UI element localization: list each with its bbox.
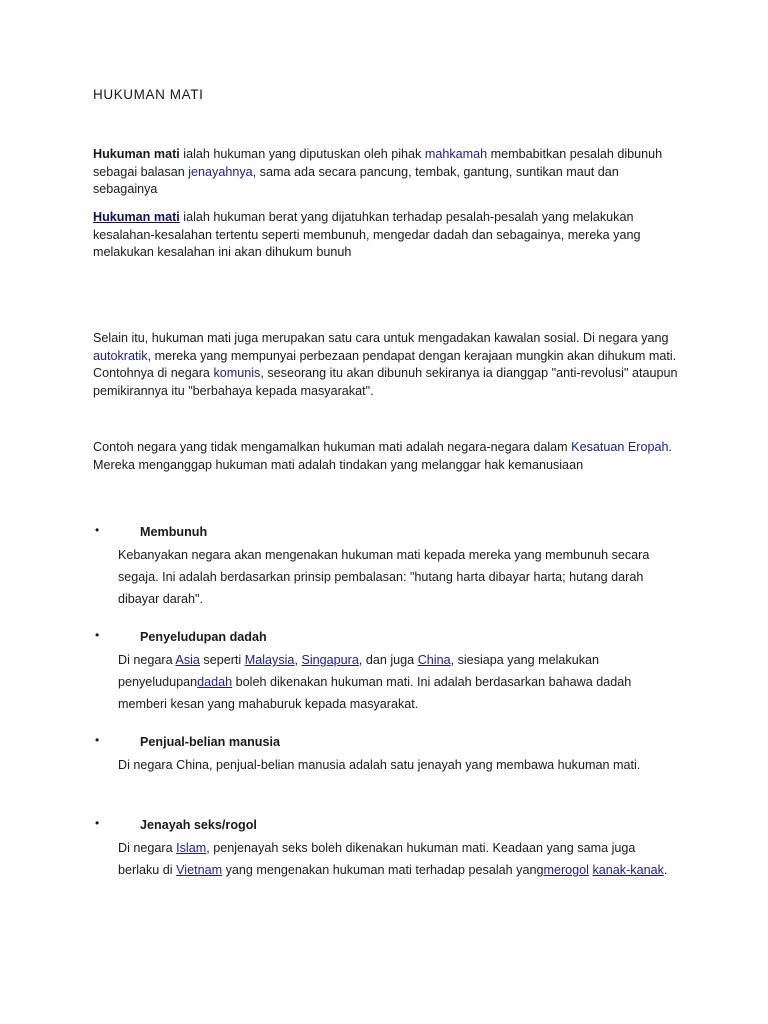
- list-item: [93, 732, 678, 776]
- paragraph-text: . Mereka menganggap hukuman mati adalah tindakan yang melanggar hak kemanusiaan: [93, 440, 672, 472]
- paragraph-eu-example: [93, 439, 683, 474]
- list-item: [93, 627, 678, 715]
- list-item-text: [118, 837, 678, 881]
- link-mahkamah[interactable]: mahkamah: [424, 147, 488, 161]
- link-vietnam[interactable]: Vietnam: [176, 863, 223, 877]
- bullet-icon: •: [95, 733, 100, 747]
- link-jenayahnya[interactable]: jenayahnya: [188, 164, 253, 179]
- link-singapura[interactable]: Singapura: [301, 653, 359, 667]
- text: Di negara: [118, 653, 176, 667]
- link-autokratik[interactable]: autokratik: [93, 348, 148, 363]
- list-item-text: Di negara China, penjual-belian manusia adalah satu jenayah yang membawa hukuman mati.: [118, 758, 641, 772]
- paragraph-text: membabitkan pesalah dibunuh sebagai balasan: [93, 147, 663, 179]
- list-item-text: Kebanyakan negara akan mengenakan hukuman mati kepada mereka yang membunuh secara segaja. Ini adalah berdasarkan prinsip pembalasan: "hutang harta dibayar harta; hutang darah dibayar darah".: [118, 548, 650, 606]
- term-hukuman-mati: Hukuman mati: [93, 147, 180, 161]
- paragraph-definition-2: [93, 209, 683, 262]
- list-item-heading: Penjual-belian manusia: [140, 735, 280, 749]
- paragraph-text: ialah hukuman yang diputuskan oleh pihak: [179, 147, 425, 161]
- paragraph-definition: [93, 146, 683, 199]
- text: , dan juga: [358, 653, 418, 667]
- paragraph-text: , seseorang itu akan dibunuh sekiranya ia dianggap "anti-revolusi" ataupun pemikirannya itu "berbahaya kepada masyarakat".: [93, 366, 678, 398]
- link-china[interactable]: China: [417, 653, 451, 667]
- paragraph-text: Selain itu, hukuman mati juga merupakan satu cara untuk mengadakan kawalan sosial. Di negara yang: [93, 331, 669, 345]
- link-hukuman-mati[interactable]: Hukuman mati: [93, 210, 180, 224]
- list-item-heading: Jenayah seks/rogol: [140, 818, 257, 832]
- link-islam[interactable]: Islam: [176, 841, 207, 855]
- paragraph-text: Contoh negara yang tidak mengamalkan hukuman mati adalah negara-negara dalam: [93, 440, 572, 454]
- bullet-icon: •: [95, 523, 100, 537]
- text: boleh dikenakan hukuman mati. Ini adalah berdasarkan bahawa dadah memberi kesan yang mahaburuk kepada masyarakat.: [118, 675, 632, 711]
- link-kanak-kanak[interactable]: kanak-kanak: [592, 863, 664, 877]
- text: seperti: [199, 653, 245, 667]
- text: yang mengenakan hukuman mati terhadap pesalah yang: [222, 863, 544, 877]
- link-kesatuan-eropah[interactable]: Kesatuan Eropah: [571, 440, 669, 454]
- bullet-icon: •: [95, 628, 100, 642]
- list-item-heading: Membunuh: [140, 525, 208, 539]
- link-asia[interactable]: Asia: [175, 653, 200, 667]
- bullet-icon: •: [95, 816, 100, 830]
- page-title: HUKUMAN MATI: [93, 87, 204, 102]
- link-malaysia[interactable]: Malaysia: [244, 653, 295, 667]
- paragraph-text: , sama ada secara pancung, tembak, gantung, suntikan maut dan sebagainya: [93, 164, 619, 196]
- list-item-heading: Penyeludupan dadah: [140, 630, 267, 644]
- list-item-text: [118, 649, 678, 715]
- text: .: [663, 863, 668, 877]
- list-item: [93, 815, 678, 881]
- link-dadah[interactable]: dadah: [197, 675, 233, 689]
- text: Di negara: [118, 841, 177, 855]
- link-merogol[interactable]: merogol: [543, 863, 589, 877]
- paragraph-text: , mereka yang mempunyai perbezaan pendapat dengan kerajaan mungkin akan dihukum mati. Contohnya di negara: [93, 348, 677, 380]
- text: , siesiapa yang melakukan penyeludupan: [118, 653, 600, 689]
- paragraph-text: ialah hukuman berat yang dijatuhkan terhadap pesalah-pesalah yang melakukan kesalahan-kesalahan tertentu seperti membunuh, mengedar dadah dan sebagainya, mereka yang melakukan kesalahan ini akan dihukum bunuh: [93, 210, 641, 259]
- list-item: [93, 522, 678, 610]
- link-komunis[interactable]: komunis: [213, 366, 261, 380]
- paragraph-social-control: [93, 330, 683, 400]
- text: ,: [294, 653, 302, 667]
- text: , penjenayah seks boleh dikenakan hukuman mati. Keadaan yang sama juga berlaku di: [118, 841, 636, 877]
